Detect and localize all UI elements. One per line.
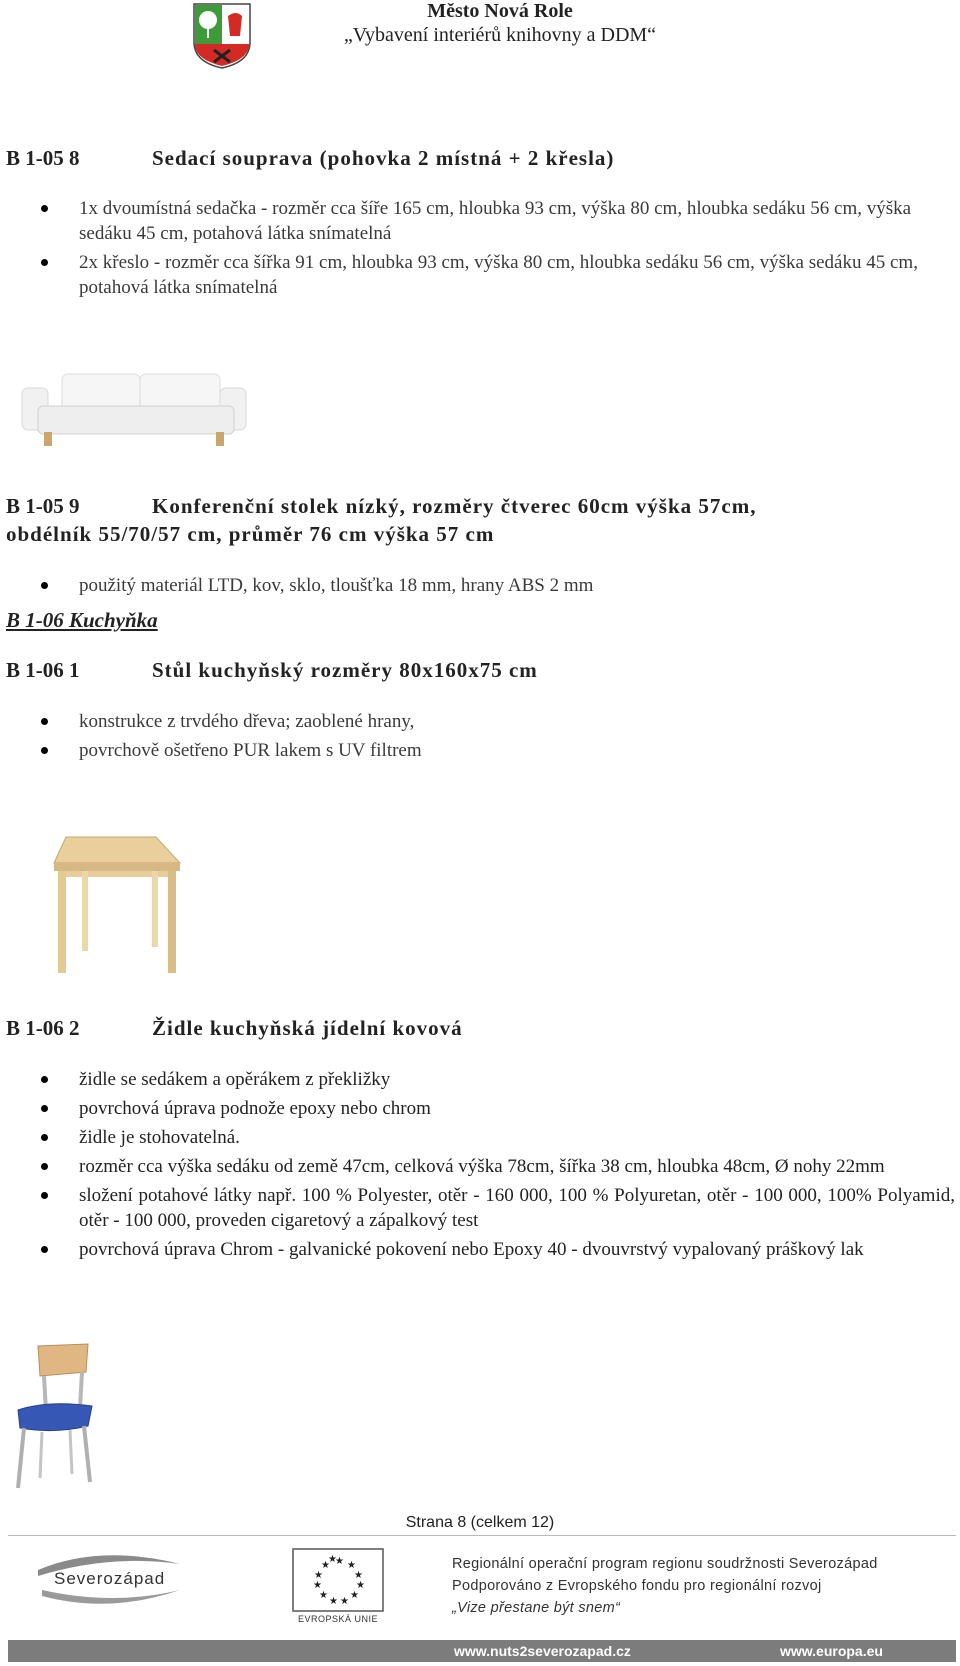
list-item: povrchově ošetřeno PUR lakem s UV filtrem xyxy=(0,738,955,763)
chair-image xyxy=(8,1342,96,1492)
footer-divider xyxy=(8,1535,956,1536)
town-crest-icon xyxy=(192,2,252,70)
page-number: Strana 8 (celkem 12) xyxy=(405,1514,555,1531)
section-title: Židle kuchyňská jídelní kovová xyxy=(152,1016,463,1040)
svg-text:★: ★ xyxy=(319,1590,328,1601)
svg-text:★: ★ xyxy=(313,1580,322,1591)
section-title: Sedací souprava (pohovka 2 místná + 2 křesla) xyxy=(152,146,615,170)
program-line-1: Regionální operační program regionu soudržnosti Severozápad xyxy=(452,1556,878,1572)
url-nuts2-link[interactable]: www.nuts2severozapad.cz xyxy=(454,1643,631,1659)
header-subtitle: „Vybavení interiérů knihovny a DDM“ xyxy=(343,24,657,46)
section-code: B 1-05 9 xyxy=(6,494,80,518)
severozapad-logo-text: Severozápad xyxy=(54,1569,166,1588)
list-item: 2x křeslo - rozměr cca šířka 91 cm, hloubka 93 cm, výška 80 cm, hloubka sedáku 56 cm, výška sedáku 45 cm, potahová látka snímatelná xyxy=(0,250,955,300)
section-title-line1: Konferenční stolek nízký, rozměry čtverec 60cm výška 57cm, xyxy=(152,494,757,518)
list-item: 1x dvoumístná sedačka - rozměr cca šíře 165 cm, hloubka 93 cm, výška 80 cm, hloubka sedáku 56 cm, výška sedáku 45 cm, potahová látka snímatelná xyxy=(0,196,955,246)
section-heading-b1-06-1 xyxy=(6,658,538,683)
footer-url-bar xyxy=(8,1640,956,1662)
list-item: konstrukce z trvdého dřeva; zaoblené hrany, xyxy=(0,709,955,734)
sofa-spec-list xyxy=(0,196,955,304)
list-item: povrchová úprava podnože epoxy nebo chrom xyxy=(0,1096,955,1121)
chair-spec-list xyxy=(0,1067,955,1266)
section-title: Stůl kuchyňský rozměry 80x160x75 cm xyxy=(152,658,538,682)
list-item: povrchová úprava Chrom - galvanické pokovení nebo Epoxy 40 - dvouvrstvý vypalovaný práškový lak xyxy=(0,1237,955,1262)
eu-label: EVROPSKÁ UNIE xyxy=(297,1614,379,1624)
svg-text:★: ★ xyxy=(354,1570,363,1581)
section-code: B 1-05 8 xyxy=(6,146,80,170)
list-item: židle je stohovatelná. xyxy=(0,1125,955,1150)
url-europa-link[interactable]: www.europa.eu xyxy=(780,1643,883,1659)
svg-text:★: ★ xyxy=(328,1554,337,1565)
section-code: B 1-06 2 xyxy=(6,1016,80,1040)
program-line-3: „Vize přestane být snem“ xyxy=(452,1600,621,1616)
svg-text:★: ★ xyxy=(347,1560,356,1571)
section-heading-b1-05-9 xyxy=(6,494,756,519)
section-code: B 1-06 1 xyxy=(6,658,80,682)
svg-text:★: ★ xyxy=(314,1570,323,1581)
sofa-image xyxy=(18,368,250,448)
subsection-heading: B 1-06 Kuchyňka xyxy=(6,608,158,632)
svg-text:★: ★ xyxy=(329,1596,338,1607)
eu-flag-icon xyxy=(292,1548,384,1612)
section-title-line2: obdélník 55/70/57 cm, průměr 76 cm výška 57 cm xyxy=(6,522,495,546)
eu-logo xyxy=(292,1548,384,1626)
section-heading-b1-05-8 xyxy=(6,146,614,171)
svg-text:★: ★ xyxy=(321,1560,330,1571)
header-title: Město Nová Role xyxy=(427,0,573,22)
list-item: rozměr cca výška sedáku od země 47cm, celková výška 78cm, šířka 38 cm, hloubka 48cm, Ø nohy 22mm xyxy=(0,1154,955,1179)
svg-text:★: ★ xyxy=(335,1556,344,1567)
program-line-2: Podporováno z Evropského fondu pro regionální rozvoj xyxy=(452,1578,822,1594)
list-item: složení potahové látky např. 100 % Polyester, otěr - 160 000, 100 % Polyuretan, otěr - 100 000, 100% Polyamid, otěr - 100 000, proveden cigaretový a zápalkový test xyxy=(0,1183,955,1233)
program-info xyxy=(452,1553,878,1619)
kitchen-table-image xyxy=(52,833,186,975)
list-item: použitý materiál LTD, kov, sklo, tloušťka 18 mm, hrany ABS 2 mm xyxy=(0,573,955,598)
svg-text:★: ★ xyxy=(340,1596,349,1607)
table-spec-list xyxy=(0,573,955,602)
list-item: židle se sedákem a opěrákem z překližky xyxy=(0,1067,955,1092)
kitchen-table-spec-list xyxy=(0,709,955,767)
severozapad-logo xyxy=(30,1548,190,1608)
svg-text:★: ★ xyxy=(350,1590,359,1601)
svg-text:★: ★ xyxy=(356,1580,365,1591)
section-heading-b1-06-2 xyxy=(6,1016,463,1041)
